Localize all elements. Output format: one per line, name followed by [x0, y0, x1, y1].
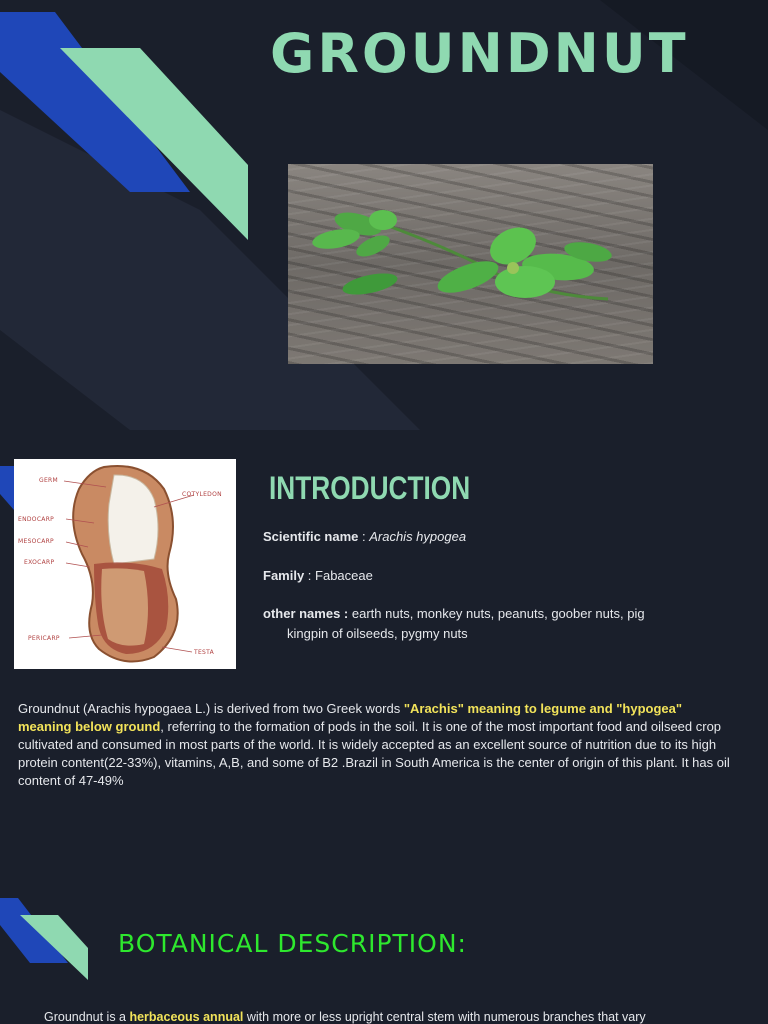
other-names-line2: kingpin of oilseeds, pygmy nuts	[287, 626, 468, 641]
other-names-row	[263, 606, 645, 621]
label-endocarp: ENDOCARP	[18, 516, 55, 523]
other-names-line1: earth nuts, monkey nuts, peanuts, goober nuts, pig	[351, 606, 645, 621]
paragraph-highlight-etymology: "Arachis" meaning to legume and "hypogea" meaning below ground	[18, 701, 683, 734]
label-testa: TESTA	[194, 649, 215, 656]
other-names-continuation	[287, 626, 468, 641]
page-title: GROUNDNUT	[270, 22, 689, 85]
label-exocarp: EXOCARP	[24, 559, 55, 566]
botanical-highlight: herbaceous annual	[129, 1010, 244, 1024]
botanical-text-1: Groundnut is a	[44, 1010, 130, 1024]
label-germ: GERM	[39, 477, 58, 484]
diagram-blue-accent	[0, 466, 14, 510]
scientific-name-value: Arachis hypogea	[369, 529, 467, 544]
plant-illustration	[288, 164, 653, 364]
label-pericarp: PERICARP	[28, 635, 60, 642]
scientific-name-row: Scientific name : Arachis hypogea	[263, 529, 467, 544]
label-cotyledon: COTYLEDON	[182, 491, 222, 498]
groundnut-plant-photo	[288, 164, 653, 364]
botanical-description-text	[44, 1010, 744, 1024]
botanical-description-heading: BOTANICAL DESCRIPTION:	[118, 929, 467, 958]
groundnut-pod-diagram	[14, 459, 236, 669]
paragraph-text-1: Groundnut (Arachis hypogaea L.) is derived from two Greek words	[18, 701, 404, 716]
paragraph-text-2: , referring to the formation of pods in the soil. It is one of the most important food and oilseed crop cultivated and consumed in most parts of the world. It is widely accepted as an excellent source of nutrition due to its high protein content(22-33%), vitamins, A,B, and some of B2 .Brazil in South America is the center of origin of this plant. It has oil content of	[18, 719, 730, 788]
scientific-name-label: Scientific name	[263, 529, 359, 544]
family-value: Fabaceae	[315, 568, 373, 583]
label-mesocarp: MESOCARP	[18, 538, 54, 545]
family-row: Family : Fabaceae	[263, 568, 373, 583]
paragraph-oil-content: 47-49%	[78, 773, 124, 788]
family-label: Family	[263, 568, 305, 583]
introduction-heading: INTRODUCTION	[269, 470, 471, 506]
other-names-label: other names :	[263, 606, 349, 621]
botanical-text-2: with more or less upright central stem with numerous branches that vary	[243, 1010, 646, 1024]
introduction-paragraph	[18, 700, 738, 790]
